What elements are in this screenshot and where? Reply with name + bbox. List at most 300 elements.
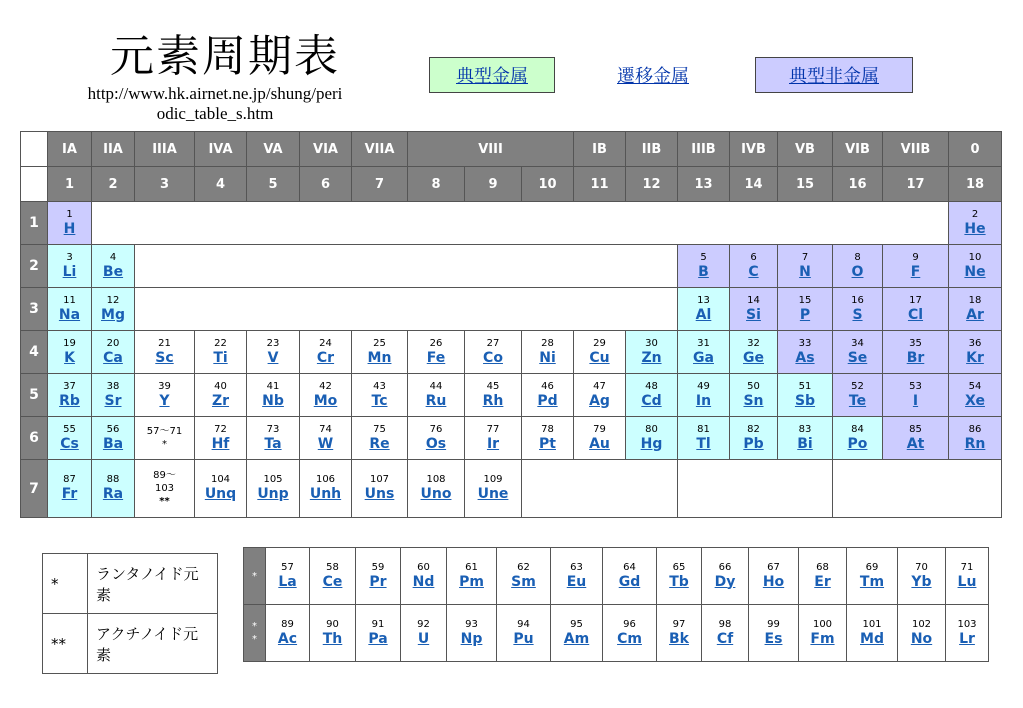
element-symbol-link[interactable]: Te xyxy=(848,392,867,409)
element-symbol-link[interactable]: N xyxy=(799,263,811,280)
element-cell-unh[interactable] xyxy=(300,460,352,518)
element-symbol-link[interactable]: F xyxy=(910,263,921,280)
element-symbol-link[interactable]: Fr xyxy=(61,486,78,502)
atomic-number: 71 xyxy=(960,561,974,573)
element-symbol-link[interactable]: K xyxy=(64,349,75,366)
period-row xyxy=(21,460,1002,518)
element-cell-tc[interactable] xyxy=(352,374,408,417)
element-cell-te[interactable] xyxy=(833,374,883,417)
element-cell-bi[interactable] xyxy=(778,417,833,460)
element-cell-u[interactable] xyxy=(401,605,447,662)
element-cell-cl[interactable] xyxy=(883,288,949,331)
element-symbol-link[interactable]: Dy xyxy=(714,573,736,590)
element-symbol-link[interactable]: Tm xyxy=(859,573,885,590)
element-cell-n[interactable] xyxy=(778,245,833,288)
period-number: 7 xyxy=(21,460,48,518)
element-cell-ir[interactable] xyxy=(465,417,522,460)
atomic-number: 40 xyxy=(214,380,227,392)
element-symbol-link[interactable]: Ta xyxy=(264,435,282,452)
element-cell-fe[interactable] xyxy=(408,331,465,374)
group-label-row xyxy=(21,132,1002,167)
element-cell-i[interactable] xyxy=(883,374,949,417)
series-mark xyxy=(244,548,266,605)
periodic-table xyxy=(20,131,1002,518)
atomic-number: 74 xyxy=(319,423,332,435)
element-symbol-link[interactable]: Co xyxy=(483,349,503,366)
atomic-number: 53 xyxy=(909,380,922,392)
element-symbol-link[interactable]: Pt xyxy=(539,435,556,452)
atomic-number: 64 xyxy=(623,561,636,573)
element-symbol-link[interactable]: Np xyxy=(460,630,483,647)
element-cell-ta[interactable] xyxy=(247,417,300,460)
element-cell-sc[interactable] xyxy=(135,331,195,374)
element-symbol-link[interactable]: Cm xyxy=(617,630,642,647)
element-symbol-link[interactable]: P xyxy=(799,306,811,323)
element-cell-ne[interactable] xyxy=(949,245,1002,288)
element-cell-nb[interactable] xyxy=(247,374,300,417)
element-symbol-link[interactable]: Mg xyxy=(101,306,125,323)
element-symbol-link[interactable]: Fm xyxy=(810,630,835,647)
element-symbol-link[interactable]: Al xyxy=(695,306,712,323)
element-symbol-link[interactable]: As xyxy=(795,349,815,366)
atomic-number: 55 xyxy=(63,423,76,435)
atomic-number: 87 xyxy=(63,474,76,485)
legend-main-metal[interactable]: 典型金属 xyxy=(429,57,555,93)
element-cell-ho[interactable] xyxy=(749,548,799,605)
element-symbol-link[interactable]: O xyxy=(851,263,864,280)
group-number: 6 xyxy=(300,167,352,202)
element-symbol-link[interactable]: Rn xyxy=(964,435,986,452)
element-cell-br[interactable] xyxy=(883,331,949,374)
group-label: VIIA xyxy=(352,132,408,167)
atomic-number: 48 xyxy=(645,380,658,392)
atomic-number: 82 xyxy=(747,423,760,435)
atomic-number: 102 xyxy=(911,618,932,630)
atomic-number: 43 xyxy=(373,380,386,392)
element-cell-rb[interactable] xyxy=(48,374,92,417)
atomic-number: 29 xyxy=(593,337,606,349)
element-symbol-link[interactable]: Es xyxy=(764,630,783,647)
element-cell-pt[interactable] xyxy=(522,417,574,460)
element-cell-une[interactable] xyxy=(465,460,522,518)
element-cell-ge[interactable] xyxy=(730,331,778,374)
element-symbol-link[interactable]: Nb xyxy=(262,392,284,409)
group-number: 3 xyxy=(135,167,195,202)
element-symbol-link[interactable]: Zn xyxy=(641,349,662,366)
element-symbol-link[interactable]: Ga xyxy=(693,349,714,366)
element-cell-am[interactable] xyxy=(551,605,603,662)
element-cell-mn[interactable] xyxy=(352,331,408,374)
atomic-number: 14 xyxy=(747,294,760,306)
f-block-table xyxy=(243,547,989,662)
element-cell-lr[interactable] xyxy=(946,605,989,662)
atomic-number: 84 xyxy=(851,423,864,435)
element-symbol-link[interactable]: Br xyxy=(906,349,925,366)
element-symbol-link[interactable]: Cr xyxy=(316,349,335,366)
period-number: 3 xyxy=(21,288,48,331)
element-symbol-link[interactable]: Gd xyxy=(618,573,641,590)
source-url[interactable] xyxy=(50,84,380,124)
element-symbol-link[interactable]: Li xyxy=(62,263,77,280)
element-cell-in[interactable] xyxy=(678,374,730,417)
element-cell-rn[interactable] xyxy=(949,417,1002,460)
element-cell-li[interactable] xyxy=(48,245,92,288)
element-symbol-link[interactable]: Y xyxy=(159,392,170,409)
element-cell-dy[interactable] xyxy=(702,548,749,605)
element-symbol-link[interactable]: Pd xyxy=(537,392,558,409)
empty-cell xyxy=(92,202,949,245)
element-symbol-link[interactable]: Ag xyxy=(589,392,610,409)
element-cell-tl[interactable] xyxy=(678,417,730,460)
element-symbol-link[interactable]: Hf xyxy=(211,435,230,452)
atomic-number: 41 xyxy=(266,380,280,392)
element-symbol-link[interactable]: Se xyxy=(847,349,868,366)
element-symbol-link[interactable]: Na xyxy=(58,306,81,323)
element-cell-tm[interactable] xyxy=(847,548,898,605)
element-cell-al[interactable] xyxy=(678,288,730,331)
element-cell-yb[interactable] xyxy=(898,548,946,605)
element-symbol-link[interactable]: Po xyxy=(847,435,868,452)
element-symbol-link[interactable]: Fe xyxy=(426,349,446,366)
atomic-number: 62 xyxy=(517,561,530,573)
element-symbol-link[interactable]: Ti xyxy=(213,349,228,366)
element-symbol-link[interactable]: No xyxy=(910,630,933,647)
element-cell-unq[interactable] xyxy=(195,460,247,518)
group-number: 11 xyxy=(574,167,626,202)
element-symbol-link[interactable]: La xyxy=(278,573,297,590)
element-cell-pd[interactable] xyxy=(522,374,574,417)
element-cell-uns[interactable] xyxy=(352,460,408,518)
element-cell-gd[interactable] xyxy=(603,548,657,605)
element-symbol-link[interactable]: Re xyxy=(369,435,390,452)
atomic-number: 15 xyxy=(798,294,812,306)
element-symbol-link[interactable]: Unq xyxy=(204,486,237,502)
legend-nonmetal[interactable]: 典型非金属 xyxy=(755,57,913,93)
element-symbol-link[interactable]: At xyxy=(906,435,925,452)
element-symbol-link[interactable]: Pa xyxy=(368,630,388,647)
element-symbol-link[interactable]: Kr xyxy=(966,349,984,366)
element-symbol-link[interactable]: In xyxy=(695,392,712,409)
element-symbol-link[interactable]: Cl xyxy=(907,306,924,323)
element-cell-ca[interactable] xyxy=(92,331,135,374)
atomic-number: 24 xyxy=(319,337,332,349)
element-symbol-link[interactable]: Rh xyxy=(482,392,504,409)
atomic-number: 10 xyxy=(968,251,982,263)
element-cell-cr[interactable] xyxy=(300,331,352,374)
element-symbol-link[interactable]: Am xyxy=(563,630,590,647)
element-cell-pm[interactable] xyxy=(447,548,497,605)
element-cell-zn[interactable] xyxy=(626,331,678,374)
element-symbol-link[interactable]: Sr xyxy=(104,392,122,409)
note-mark: ** xyxy=(43,614,88,674)
atomic-number: 68 xyxy=(816,561,829,573)
element-symbol-link[interactable]: Sn xyxy=(743,392,764,409)
element-symbol-link[interactable]: U xyxy=(417,630,430,647)
atomic-number: 88 xyxy=(106,474,120,485)
element-symbol-link[interactable]: Uns xyxy=(364,486,395,502)
period-row xyxy=(21,331,1002,374)
element-symbol-link[interactable]: Une xyxy=(477,486,509,502)
element-cell-v[interactable] xyxy=(247,331,300,374)
atomic-number: 31 xyxy=(697,337,710,349)
element-cell-p[interactable] xyxy=(778,288,833,331)
element-cell-sr[interactable] xyxy=(92,374,135,417)
element-cell-c[interactable] xyxy=(730,245,778,288)
element-symbol-link[interactable]: Pb xyxy=(743,435,764,452)
element-cell-pu[interactable] xyxy=(497,605,551,662)
element-symbol-link[interactable]: Ba xyxy=(102,435,124,452)
element-cell-si[interactable] xyxy=(730,288,778,331)
actinide-row xyxy=(244,605,989,662)
group-number: 7 xyxy=(352,167,408,202)
element-symbol-link[interactable]: Cs xyxy=(60,435,79,452)
element-symbol-link[interactable]: Uno xyxy=(420,486,452,502)
element-cell-th[interactable] xyxy=(310,605,356,662)
group-label: IA xyxy=(48,132,92,167)
element-cell-cd[interactable] xyxy=(626,374,678,417)
group-label: IIIA xyxy=(135,132,195,167)
element-symbol-link[interactable]: Er xyxy=(814,573,831,590)
atomic-number: 18 xyxy=(968,294,982,306)
element-cell-eu[interactable] xyxy=(551,548,603,605)
element-symbol-link[interactable]: Rb xyxy=(59,392,80,409)
atomic-number: 65 xyxy=(672,561,686,573)
element-cell-pb[interactable] xyxy=(730,417,778,460)
element-symbol-link[interactable]: Ar xyxy=(966,306,984,323)
element-symbol-link[interactable]: Lr xyxy=(959,630,975,647)
element-symbol-link[interactable]: Pm xyxy=(459,573,484,590)
element-cell-ag[interactable] xyxy=(574,374,626,417)
element-symbol-link[interactable]: Nd xyxy=(412,573,435,590)
element-cell-ar[interactable] xyxy=(949,288,1002,331)
source-url-line-1[interactable]: http://www.hk.airnet.ne.jp/shung/peri xyxy=(87,84,343,103)
element-symbol-link[interactable]: Ce xyxy=(322,573,343,590)
element-cell-o[interactable] xyxy=(833,245,883,288)
atomic-number: 19 xyxy=(63,337,76,349)
element-symbol-link[interactable]: Mn xyxy=(367,349,392,366)
atomic-number: 81 xyxy=(697,423,710,435)
element-symbol-link[interactable]: Os xyxy=(425,435,447,452)
element-cell-no[interactable] xyxy=(898,605,946,662)
element-cell-hf[interactable] xyxy=(195,417,247,460)
element-cell-la[interactable] xyxy=(266,548,310,605)
element-symbol-link[interactable]: Pr xyxy=(369,573,387,590)
element-symbol-link[interactable]: Sm xyxy=(511,573,536,590)
element-cell-h[interactable] xyxy=(48,202,92,245)
empty-cell xyxy=(135,245,678,288)
element-symbol-link[interactable]: Zr xyxy=(211,392,230,409)
element-symbol-link[interactable]: Ru xyxy=(425,392,447,409)
element-cell-mo[interactable] xyxy=(300,374,352,417)
element-cell-zr[interactable] xyxy=(195,374,247,417)
element-symbol-link[interactable]: H xyxy=(63,220,76,237)
atomic-number: 98 xyxy=(718,618,732,630)
element-symbol-link[interactable]: Unp xyxy=(257,486,289,502)
atomic-number: 78 xyxy=(541,423,554,435)
element-cell-nd[interactable] xyxy=(401,548,447,605)
element-cell-tb[interactable] xyxy=(657,548,702,605)
group-label: 0 xyxy=(949,132,1002,167)
atomic-number: 51 xyxy=(798,380,812,392)
atomic-number: 63 xyxy=(570,561,583,573)
element-symbol-link[interactable]: Sc xyxy=(155,349,174,366)
element-symbol-link[interactable]: Tc xyxy=(371,392,388,409)
empty-cell xyxy=(678,460,833,518)
element-cell-be[interactable] xyxy=(92,245,135,288)
element-symbol-link[interactable]: Ne xyxy=(964,263,986,280)
element-cell-rh[interactable] xyxy=(465,374,522,417)
element-cell-pa[interactable] xyxy=(356,605,401,662)
element-cell-sn[interactable] xyxy=(730,374,778,417)
element-cell-f[interactable] xyxy=(883,245,949,288)
element-cell-re[interactable] xyxy=(352,417,408,460)
atomic-number: 72 xyxy=(214,423,227,435)
element-symbol-link[interactable]: Ac xyxy=(277,630,298,647)
note-row xyxy=(43,614,218,674)
element-cell-y[interactable] xyxy=(135,374,195,417)
element-cell-ni[interactable] xyxy=(522,331,574,374)
element-cell-er[interactable] xyxy=(799,548,847,605)
element-symbol-link[interactable]: I xyxy=(912,392,919,409)
series-placeholder-text: 89〜 xyxy=(153,470,176,481)
element-cell-sb[interactable] xyxy=(778,374,833,417)
element-symbol-link[interactable]: Yb xyxy=(911,573,932,590)
element-symbol-link[interactable]: Mo xyxy=(313,392,338,409)
element-cell-np[interactable] xyxy=(447,605,497,662)
element-symbol-link[interactable]: Ra xyxy=(102,486,124,502)
element-symbol-link[interactable]: Ca xyxy=(103,349,123,366)
element-cell-b[interactable] xyxy=(678,245,730,288)
element-cell-cs[interactable] xyxy=(48,417,92,460)
element-cell-fr[interactable] xyxy=(48,460,92,518)
element-symbol-link[interactable]: Tl xyxy=(696,435,711,452)
element-symbol-link[interactable]: Si xyxy=(746,306,761,323)
element-symbol-link[interactable]: Au xyxy=(589,435,610,452)
element-symbol-link[interactable]: Xe xyxy=(965,392,985,409)
element-cell-os[interactable] xyxy=(408,417,465,460)
element-cell-uno[interactable] xyxy=(408,460,465,518)
element-cell-ga[interactable] xyxy=(678,331,730,374)
element-cell-sm[interactable] xyxy=(497,548,551,605)
element-symbol-link[interactable]: Cf xyxy=(716,630,734,647)
element-symbol-link[interactable]: Bk xyxy=(669,630,689,647)
element-cell-kr[interactable] xyxy=(949,331,1002,374)
atomic-number: 67 xyxy=(767,561,780,573)
element-cell-ce[interactable] xyxy=(310,548,356,605)
atomic-number: 21 xyxy=(158,337,171,349)
element-symbol-link[interactable]: Tb xyxy=(669,573,689,590)
element-cell-pr[interactable] xyxy=(356,548,401,605)
atomic-number: 93 xyxy=(465,618,478,630)
element-cell-hg[interactable] xyxy=(626,417,678,460)
element-cell-es[interactable] xyxy=(749,605,799,662)
legend-transition-metal[interactable]: 遷移金属 xyxy=(617,66,689,87)
element-symbol-link[interactable]: W xyxy=(317,435,334,452)
element-symbol-link[interactable]: Cu xyxy=(589,349,610,366)
element-cell-ti[interactable] xyxy=(195,331,247,374)
element-symbol-link[interactable]: Unh xyxy=(309,486,342,502)
element-symbol-link[interactable]: Cd xyxy=(641,392,662,409)
period-number: 5 xyxy=(21,374,48,417)
element-cell-w[interactable] xyxy=(300,417,352,460)
element-symbol-link[interactable]: Be xyxy=(102,263,124,280)
element-cell-md[interactable] xyxy=(847,605,898,662)
element-cell-as[interactable] xyxy=(778,331,833,374)
element-cell-s[interactable] xyxy=(833,288,883,331)
element-symbol-link[interactable]: S xyxy=(852,306,863,323)
element-symbol-link[interactable]: Ir xyxy=(486,435,500,452)
element-cell-bk[interactable] xyxy=(657,605,702,662)
element-cell-cf[interactable] xyxy=(702,605,749,662)
element-cell-cm[interactable] xyxy=(603,605,657,662)
element-cell-fm[interactable] xyxy=(799,605,847,662)
element-cell-xe[interactable] xyxy=(949,374,1002,417)
element-cell-k[interactable] xyxy=(48,331,92,374)
element-symbol-link[interactable]: Md xyxy=(860,630,884,647)
note-mark: * xyxy=(43,554,88,614)
element-symbol-link[interactable]: Ho xyxy=(762,573,785,590)
empty-cell xyxy=(522,460,678,518)
element-cell-se[interactable] xyxy=(833,331,883,374)
element-symbol-link[interactable]: B xyxy=(698,263,709,280)
element-cell-po[interactable] xyxy=(833,417,883,460)
element-cell-ru[interactable] xyxy=(408,374,465,417)
element-cell-he[interactable] xyxy=(949,202,1002,245)
element-cell-at[interactable] xyxy=(883,417,949,460)
group-number: 15 xyxy=(778,167,833,202)
atomic-number: 32 xyxy=(747,337,760,349)
note-row xyxy=(43,554,218,614)
element-symbol-link[interactable]: Lu xyxy=(957,573,977,590)
element-cell-co[interactable] xyxy=(465,331,522,374)
element-symbol-link[interactable]: He xyxy=(964,220,986,237)
element-symbol-link[interactable]: Eu xyxy=(566,573,587,590)
element-symbol-link[interactable]: Hg xyxy=(640,435,663,452)
series-placeholder xyxy=(135,460,195,518)
element-symbol-link[interactable]: C xyxy=(748,263,759,280)
atomic-number: 99 xyxy=(767,618,780,630)
element-symbol-link[interactable]: Ge xyxy=(743,349,764,366)
element-cell-unp[interactable] xyxy=(247,460,300,518)
atomic-number: 35 xyxy=(909,337,922,349)
element-symbol-link[interactable]: Th xyxy=(322,630,343,647)
element-cell-ra[interactable] xyxy=(92,460,135,518)
source-url-line-2[interactable]: odic_table_s.htm xyxy=(156,104,274,123)
notes-table xyxy=(42,553,218,674)
element-symbol-link[interactable]: Pu xyxy=(513,630,534,647)
element-cell-ac[interactable] xyxy=(266,605,310,662)
element-symbol-link[interactable]: V xyxy=(267,349,279,366)
element-symbol-link[interactable]: Bi xyxy=(797,435,813,452)
element-cell-na[interactable] xyxy=(48,288,92,331)
element-cell-cu[interactable] xyxy=(574,331,626,374)
group-label: VIB xyxy=(833,132,883,167)
element-cell-mg[interactable] xyxy=(92,288,135,331)
atomic-number: 6 xyxy=(750,251,757,263)
element-cell-ba[interactable] xyxy=(92,417,135,460)
element-symbol-link[interactable]: Sb xyxy=(794,392,816,409)
atomic-number: 5 xyxy=(700,251,707,263)
group-number: 9 xyxy=(465,167,522,202)
element-symbol-link[interactable]: Ni xyxy=(539,349,556,366)
element-cell-au[interactable] xyxy=(574,417,626,460)
series-placeholder-text: ** xyxy=(159,496,170,507)
element-cell-lu[interactable] xyxy=(946,548,989,605)
atomic-number: 26 xyxy=(429,337,443,349)
atomic-number: 13 xyxy=(697,294,710,306)
atomic-number: 96 xyxy=(623,618,636,630)
atomic-number: 107 xyxy=(369,474,390,485)
